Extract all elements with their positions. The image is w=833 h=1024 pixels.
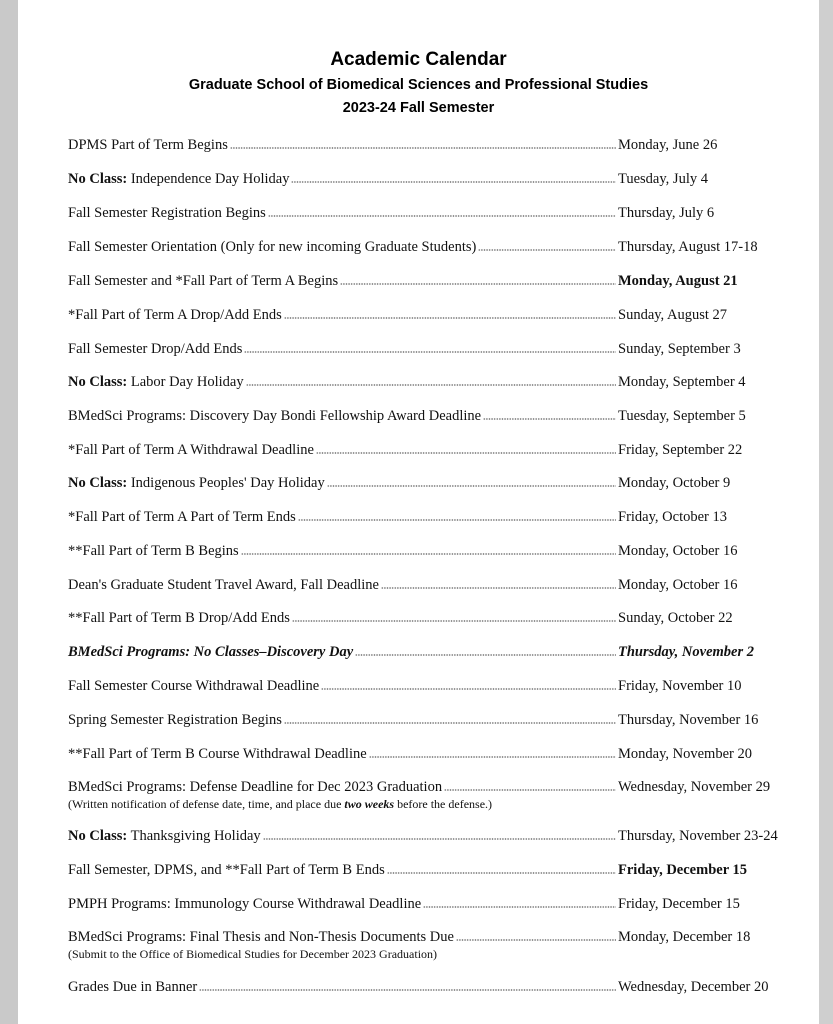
no-class-prefix: No Class:: [68, 828, 128, 844]
calendar-row: Fall Semester Drop/Add Ends Sunday, September 3: [68, 340, 788, 358]
event-date: Friday, December 15: [618, 862, 747, 878]
event-date: Thursday, July 6: [618, 205, 715, 221]
row-note: (Written notification of defense date, time, and place due two weeks before the defense.): [68, 797, 493, 811]
calendar-row: *Fall Part of Term A Drop/Add Ends Sunday, August 27: [68, 306, 788, 324]
calendar-row: *Fall Part of Term A Withdrawal Deadline Friday, September 22: [68, 441, 788, 459]
event-date: Friday, December 15: [618, 896, 740, 912]
no-class-prefix: No Class:: [68, 171, 128, 187]
calendar-row: PMPH Programs: Immunology Course Withdrawal Deadline Friday, December 15: [68, 895, 788, 913]
calendar-row: Fall Semester Course Withdrawal Deadline Friday, November 10: [68, 677, 788, 695]
calendar-row: BMedSci Programs: Defense Deadline for Dec 2023 Graduation Wednesday, November 29 (Written notification of defense date, time, and place due two weeks before the defense.): [68, 778, 788, 812]
event-date: Sunday, September 3: [618, 341, 741, 357]
calendar-row: **Fall Part of Term B Begins Monday, October 16: [68, 542, 788, 560]
event-date: Monday, October 16: [618, 543, 738, 559]
calendar-row: Spring Semester Registration Begins Thursday, November 16: [68, 711, 788, 729]
event-date: Friday, September 22: [618, 442, 743, 458]
calendar-row: BMedSci Programs: Discovery Day Bondi Fellowship Award Deadline Tuesday, September 5: [68, 407, 788, 425]
calendar-row: Fall Semester Orientation (Only for new incoming Graduate Students) Thursday, August 17-18: [68, 238, 788, 256]
school-name: Graduate School of Biomedical Sciences and Professional Studies: [188, 77, 649, 93]
calendar-row: Fall Semester, DPMS, and **Fall Part of Term B Ends Friday, December 15: [68, 861, 788, 879]
calendar-row: No Class: Labor Day Holiday Monday, September 4: [68, 373, 788, 391]
event-date: Monday, December 18: [618, 929, 751, 945]
event-date: Monday, September 4: [618, 374, 746, 390]
row-note: (Submit to the Office of Biomedical Studies for December 2023 Graduation): [68, 947, 438, 961]
calendar-row: *Fall Part of Term A Part of Term Ends Friday, October 13: [68, 508, 788, 526]
calendar-row: **Fall Part of Term B Course Withdrawal Deadline Monday, November 20: [68, 745, 788, 763]
event-date: Sunday, October 22: [618, 610, 733, 626]
no-class-prefix: No Class:: [68, 475, 128, 491]
event-date: Thursday, November 16: [618, 712, 759, 728]
event-date: Monday, October 16: [618, 577, 738, 593]
page-title: Academic Calendar: [330, 49, 507, 70]
no-class-prefix: No Class:: [68, 374, 128, 390]
calendar-row: No Class: Independence Day Holiday Tuesday, July 4: [68, 170, 788, 188]
calendar-row-highlight: BMedSci Programs: No Classes–Discovery Day Thursday, November 2: [68, 643, 788, 661]
event-date: Tuesday, July 4: [618, 171, 708, 187]
scan-edge-left: [0, 0, 18, 1024]
calendar-row: No Class: Indigenous Peoples' Day Holiday Monday, October 9: [68, 474, 788, 492]
event-date: Monday, August 21: [618, 273, 738, 289]
event-date: Thursday, November 23-24: [618, 828, 778, 844]
calendar-row: Fall Semester and *Fall Part of Term A Begins Monday, August 21: [68, 272, 788, 290]
event-date: Monday, June 26: [618, 137, 718, 153]
calendar-row: **Fall Part of Term B Drop/Add Ends Sunday, October 22: [68, 609, 788, 627]
term-name: 2023-24 Fall Semester: [342, 100, 495, 116]
event-date: Thursday, August 17-18: [618, 239, 758, 255]
event-date: Wednesday, November 29: [618, 779, 771, 795]
calendar-row: No Class: Thanksgiving Holiday Thursday, November 23-24: [68, 827, 788, 845]
calendar-row: Fall Semester Registration Begins Thursday, July 6: [68, 204, 788, 222]
event-date: Friday, October 13: [618, 509, 727, 525]
event-date: Tuesday, September 5: [618, 408, 746, 424]
calendar-row: DPMS Part of Term Begins Monday, June 26: [68, 136, 788, 154]
event-date: Monday, October 9: [618, 475, 731, 491]
event-date: Friday, November 10: [618, 678, 742, 694]
calendar-row: BMedSci Programs: Final Thesis and Non-Thesis Documents Due Monday, December 18 (Submit to the Office of Biomedical Studies for December 2023 Graduation): [68, 928, 788, 962]
event-date: Thursday, November 2: [618, 644, 754, 660]
scan-edge-right: [819, 0, 833, 1024]
event-date: Wednesday, December 20: [618, 979, 769, 995]
event-date: Sunday, August 27: [618, 307, 728, 323]
calendar-row: Dean's Graduate Student Travel Award, Fall Deadline Monday, October 16: [68, 576, 788, 594]
calendar-row: Grades Due in Banner Wednesday, December 20: [68, 978, 788, 996]
event-date: Monday, November 20: [618, 746, 752, 762]
document-page: [18, 0, 819, 1024]
